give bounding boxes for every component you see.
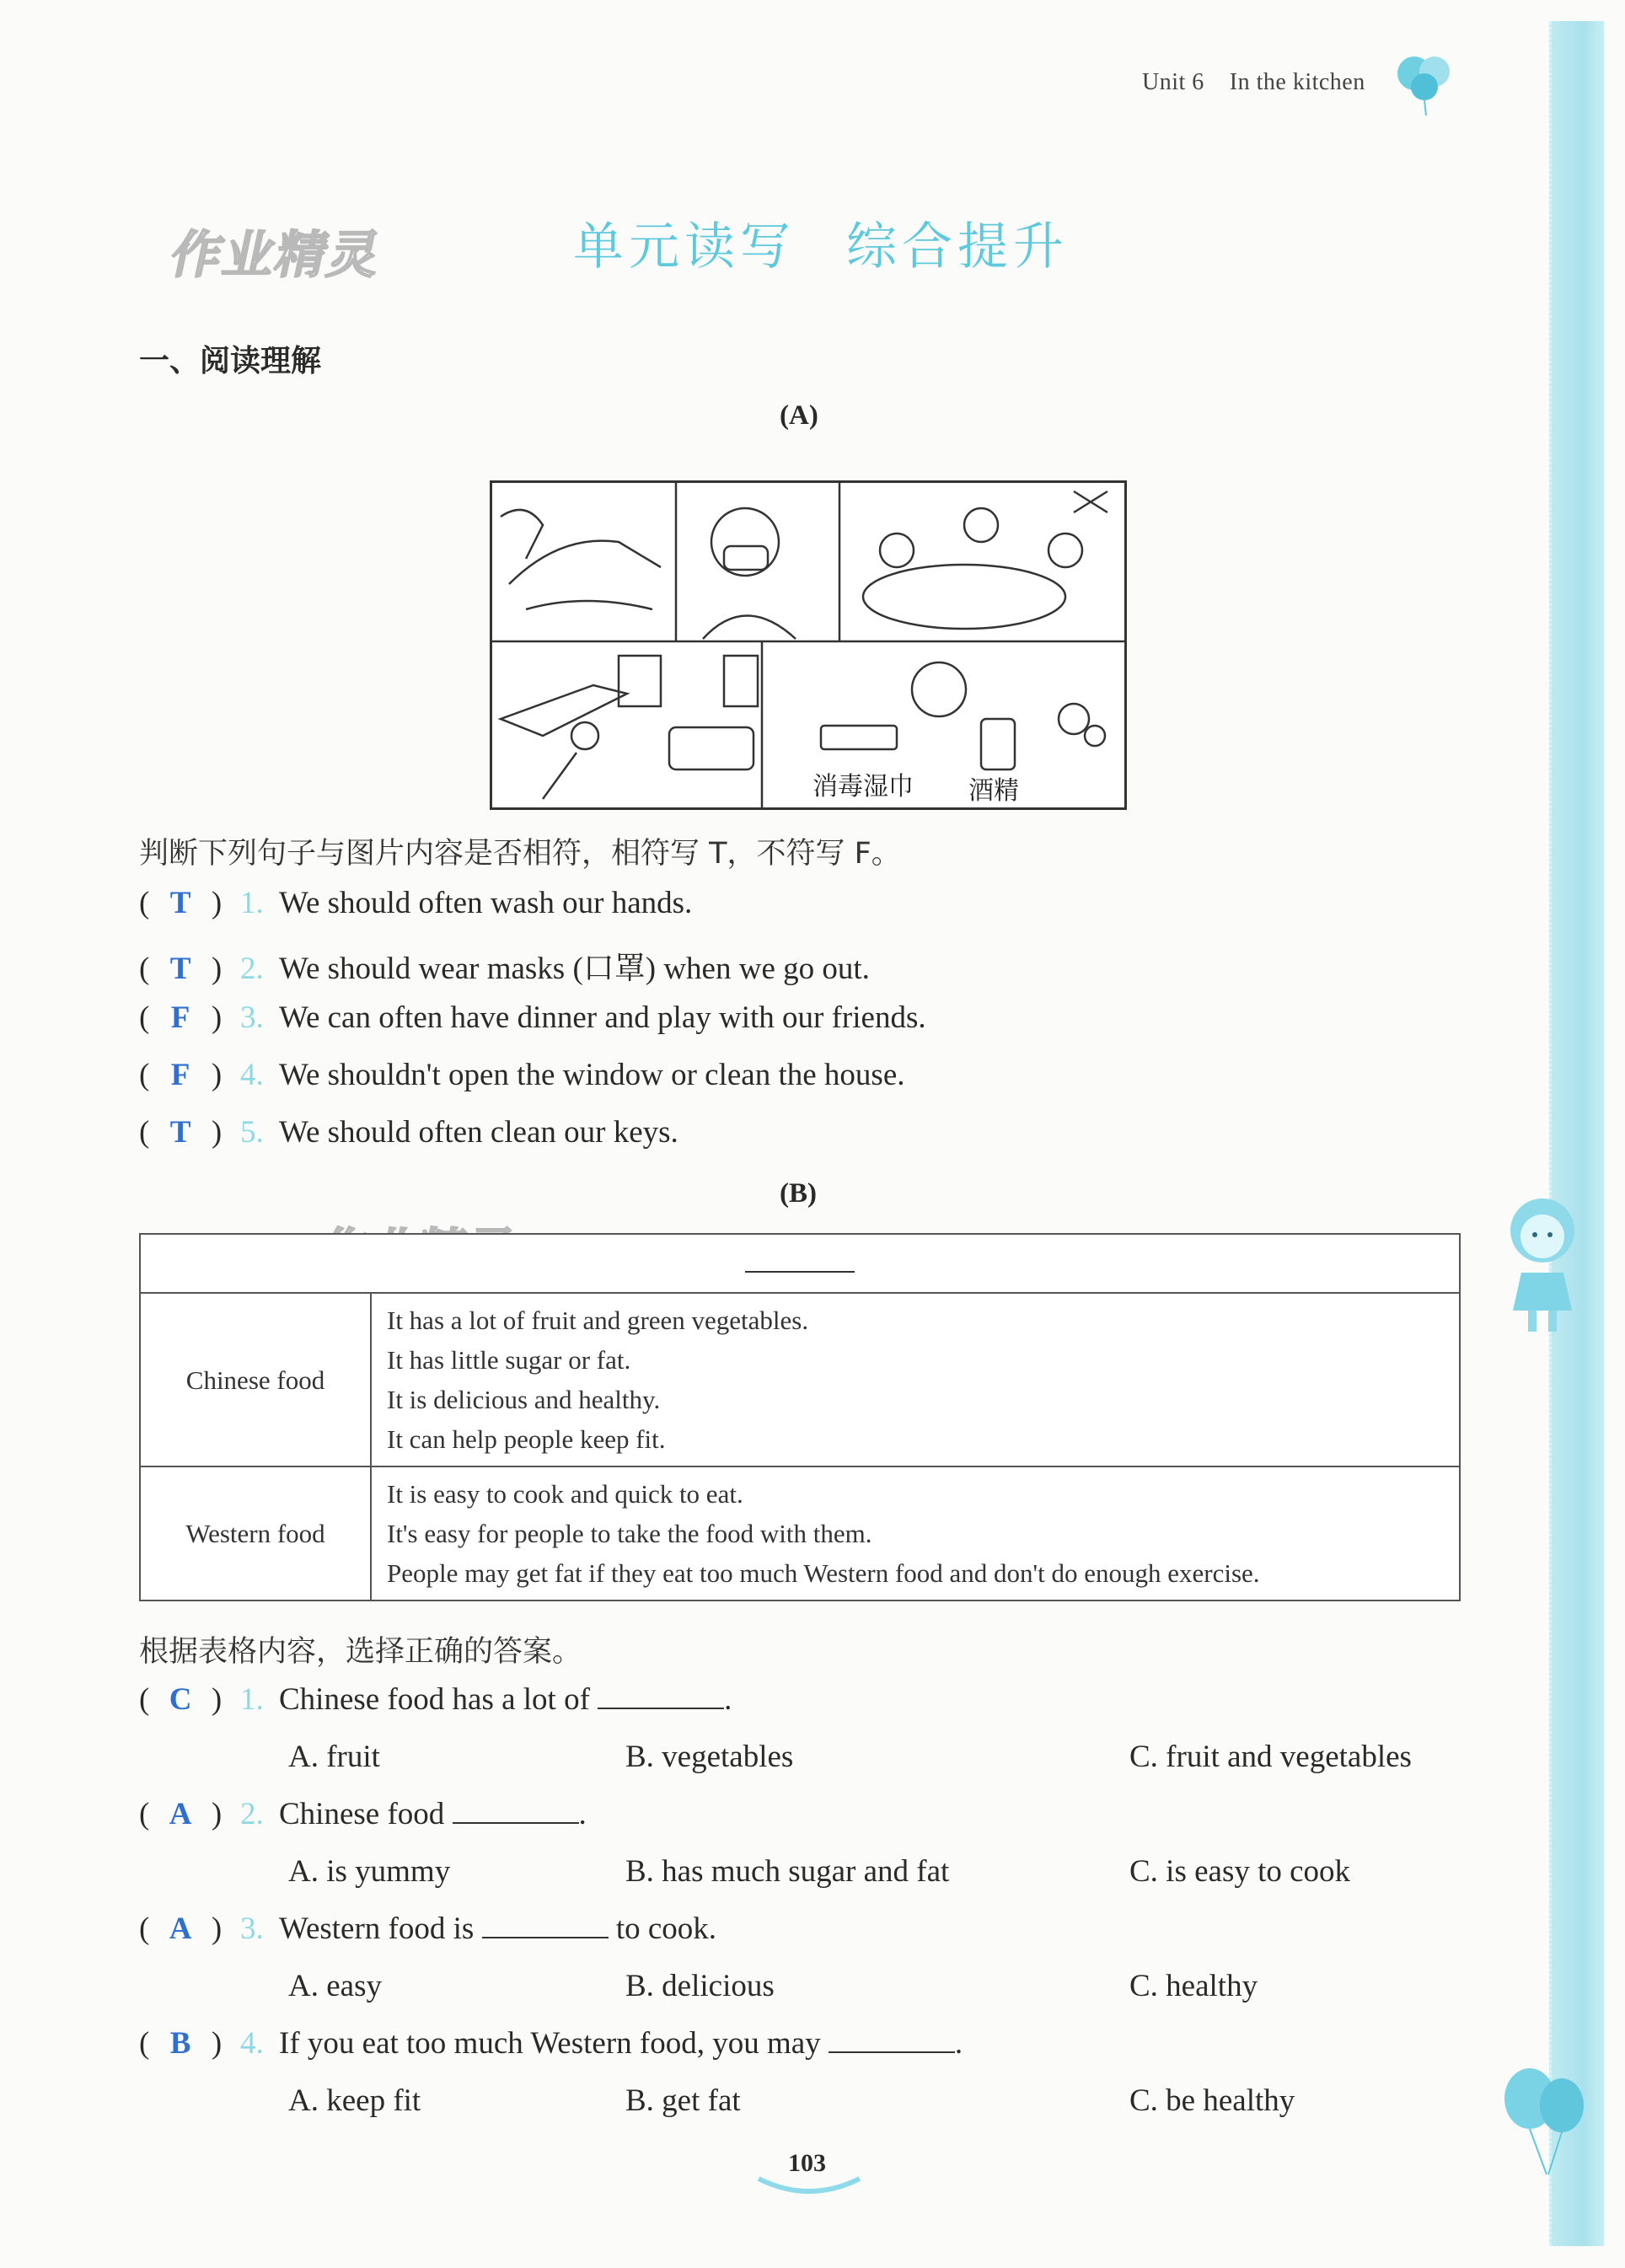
table-category: Chinese food <box>140 1293 371 1466</box>
wipes-label: 消毒湿巾 <box>812 772 914 802</box>
hygiene-illustration <box>490 480 1127 810</box>
table-row <box>140 1466 1460 1600</box>
page-number: 103 <box>788 2149 826 2177</box>
tf-question: ( T ) 2. We should wear masks (口罩) when we go out. <box>139 952 870 986</box>
question-text: We should often wash our hands. <box>279 886 693 920</box>
option-a: A. keep fit <box>288 2083 421 2118</box>
part-b-questions <box>139 1681 1412 2125</box>
option-a: A. easy <box>288 1969 382 2003</box>
description-line: It can help people keep fit. <box>387 1424 666 1454</box>
answer-blank <box>829 2051 955 2053</box>
mc-question: ( A ) 2. Chinese food . <box>139 1797 587 1831</box>
title-part2: 综合提升 <box>846 217 1069 276</box>
table-description <box>371 1293 1460 1466</box>
mc-question: ( A ) 3. Western food is to cook. <box>139 1911 717 1946</box>
options-row <box>139 2083 1295 2125</box>
question-number: 4. <box>240 2026 264 2061</box>
description-line: It has a lot of fruit and green vegetables. <box>387 1306 809 1335</box>
answer-mark: F <box>170 1058 190 1092</box>
options-row <box>139 1739 1412 1781</box>
section-heading: 一、阅读理解 <box>139 344 322 378</box>
watermark-logo: 作业精灵 <box>165 226 388 285</box>
unit-header <box>1142 69 1365 96</box>
answer-mark: T <box>169 1115 191 1150</box>
option-b: B. has much sugar and fat <box>625 1854 950 1889</box>
description-line: It is easy to cook and quick to eat. <box>387 1479 743 1509</box>
question-text: Chinese food has a lot of <box>279 1682 590 1717</box>
question-text: We shouldn't open the window or clean the house. <box>279 1058 905 1092</box>
option-c: C. is easy to cook <box>1129 1854 1351 1889</box>
question-number: 2. <box>240 952 264 986</box>
part-a-instruction: 判断下列句子与图片内容是否相符，相符写 T，不符写 F。 <box>139 837 901 871</box>
unit-topic: In the kitchen <box>1229 69 1365 95</box>
option-b: B. get fat <box>625 2083 741 2118</box>
table-category: Western food <box>140 1466 371 1600</box>
tf-question: ( F ) 4. We shouldn't open the window or clean the house. <box>139 1058 905 1092</box>
question-text-end: to cook. <box>615 1911 717 1946</box>
option-a: A. fruit <box>288 1740 380 1774</box>
answer-mark: A <box>169 1911 192 1946</box>
table-title-row <box>140 1234 1460 1293</box>
question-text-end: . <box>724 1682 732 1717</box>
part-b-instruction: 根据表格内容，选择正确的答案。 <box>139 1635 582 1669</box>
answer-mark: B <box>169 2026 191 2061</box>
page-number-swoosh-icon <box>754 2174 864 2200</box>
tf-question: ( T ) 5. We should often clean our keys. <box>139 1115 678 1150</box>
question-number: 1. <box>240 1682 264 1717</box>
option-b: B. vegetables <box>625 1740 794 1774</box>
page-title <box>573 206 1069 279</box>
answer-mark: C <box>169 1682 192 1717</box>
answer-mark: F <box>170 1000 190 1035</box>
food-comparison-table <box>139 1233 1461 1601</box>
description-line: People may get fat if they eat too much Western food and don't do enough exercise. <box>387 1558 1260 1588</box>
table-title-blank <box>745 1246 855 1273</box>
mc-question: ( B ) 4. If you eat too much Western food, you may . <box>139 2026 963 2061</box>
question-number: 2. <box>240 1797 264 1831</box>
table-description <box>371 1466 1460 1600</box>
question-text: Chinese food <box>279 1797 445 1831</box>
question-number: 5. <box>240 1115 264 1150</box>
tf-question: ( T ) 1. We should often wash our hands. <box>139 886 693 920</box>
part-a-questions <box>139 885 926 1156</box>
question-number: 4. <box>240 1058 264 1092</box>
question-text: Western food is <box>279 1911 475 1946</box>
description-line: It has little sugar or fat. <box>387 1345 631 1375</box>
title-part1: 单元读写 <box>573 217 796 276</box>
question-text: If you eat too much Western food, you may <box>279 2026 821 2061</box>
options-row <box>139 1853 1351 1895</box>
balloons-bottom-icon <box>1496 2056 1597 2183</box>
answer-mark: T <box>169 952 191 986</box>
girl-mascot-icon <box>1496 1193 1589 1344</box>
option-b: B. delicious <box>625 1969 775 2003</box>
description-line: It's easy for people to take the food with them. <box>387 1519 872 1548</box>
question-text-end: . <box>954 2026 963 2061</box>
question-text: We should wear masks (口罩) when we go out. <box>279 952 870 986</box>
question-text: We can often have dinner and play with our friends. <box>279 1000 926 1035</box>
description-line: It is delicious and healthy. <box>387 1385 661 1414</box>
part-b-label: (B) <box>780 1178 817 1209</box>
part-a-label: (A) <box>780 400 818 431</box>
question-text: We should often clean our keys. <box>279 1115 678 1150</box>
option-a: A. is yummy <box>288 1854 451 1889</box>
question-number: 3. <box>240 1000 264 1035</box>
question-number: 1. <box>240 886 264 920</box>
options-row <box>139 1968 1258 2010</box>
question-number: 3. <box>240 1911 264 1946</box>
answer-blank <box>453 1822 579 1824</box>
option-c: C. healthy <box>1129 1969 1258 2003</box>
table-row <box>140 1293 1460 1466</box>
tf-question: ( F ) 3. We can often have dinner and play with our friends. <box>139 1000 926 1035</box>
answer-mark: A <box>169 1797 192 1831</box>
side-decoration-strip <box>1549 21 1604 2246</box>
unit-label: Unit 6 <box>1142 69 1204 95</box>
illustration-panels <box>492 483 1124 807</box>
mc-question: ( C ) 1. Chinese food has a lot of . <box>139 1682 732 1717</box>
answer-mark: T <box>169 886 191 920</box>
option-c: C. fruit and vegetables <box>1129 1740 1412 1774</box>
answer-blank <box>482 1937 609 1938</box>
alcohol-label: 酒精 <box>968 776 1019 806</box>
option-c: C. be healthy <box>1129 2083 1295 2118</box>
question-text-end: . <box>578 1797 587 1831</box>
balloon-icon <box>1391 46 1458 118</box>
answer-blank <box>598 1708 724 1709</box>
